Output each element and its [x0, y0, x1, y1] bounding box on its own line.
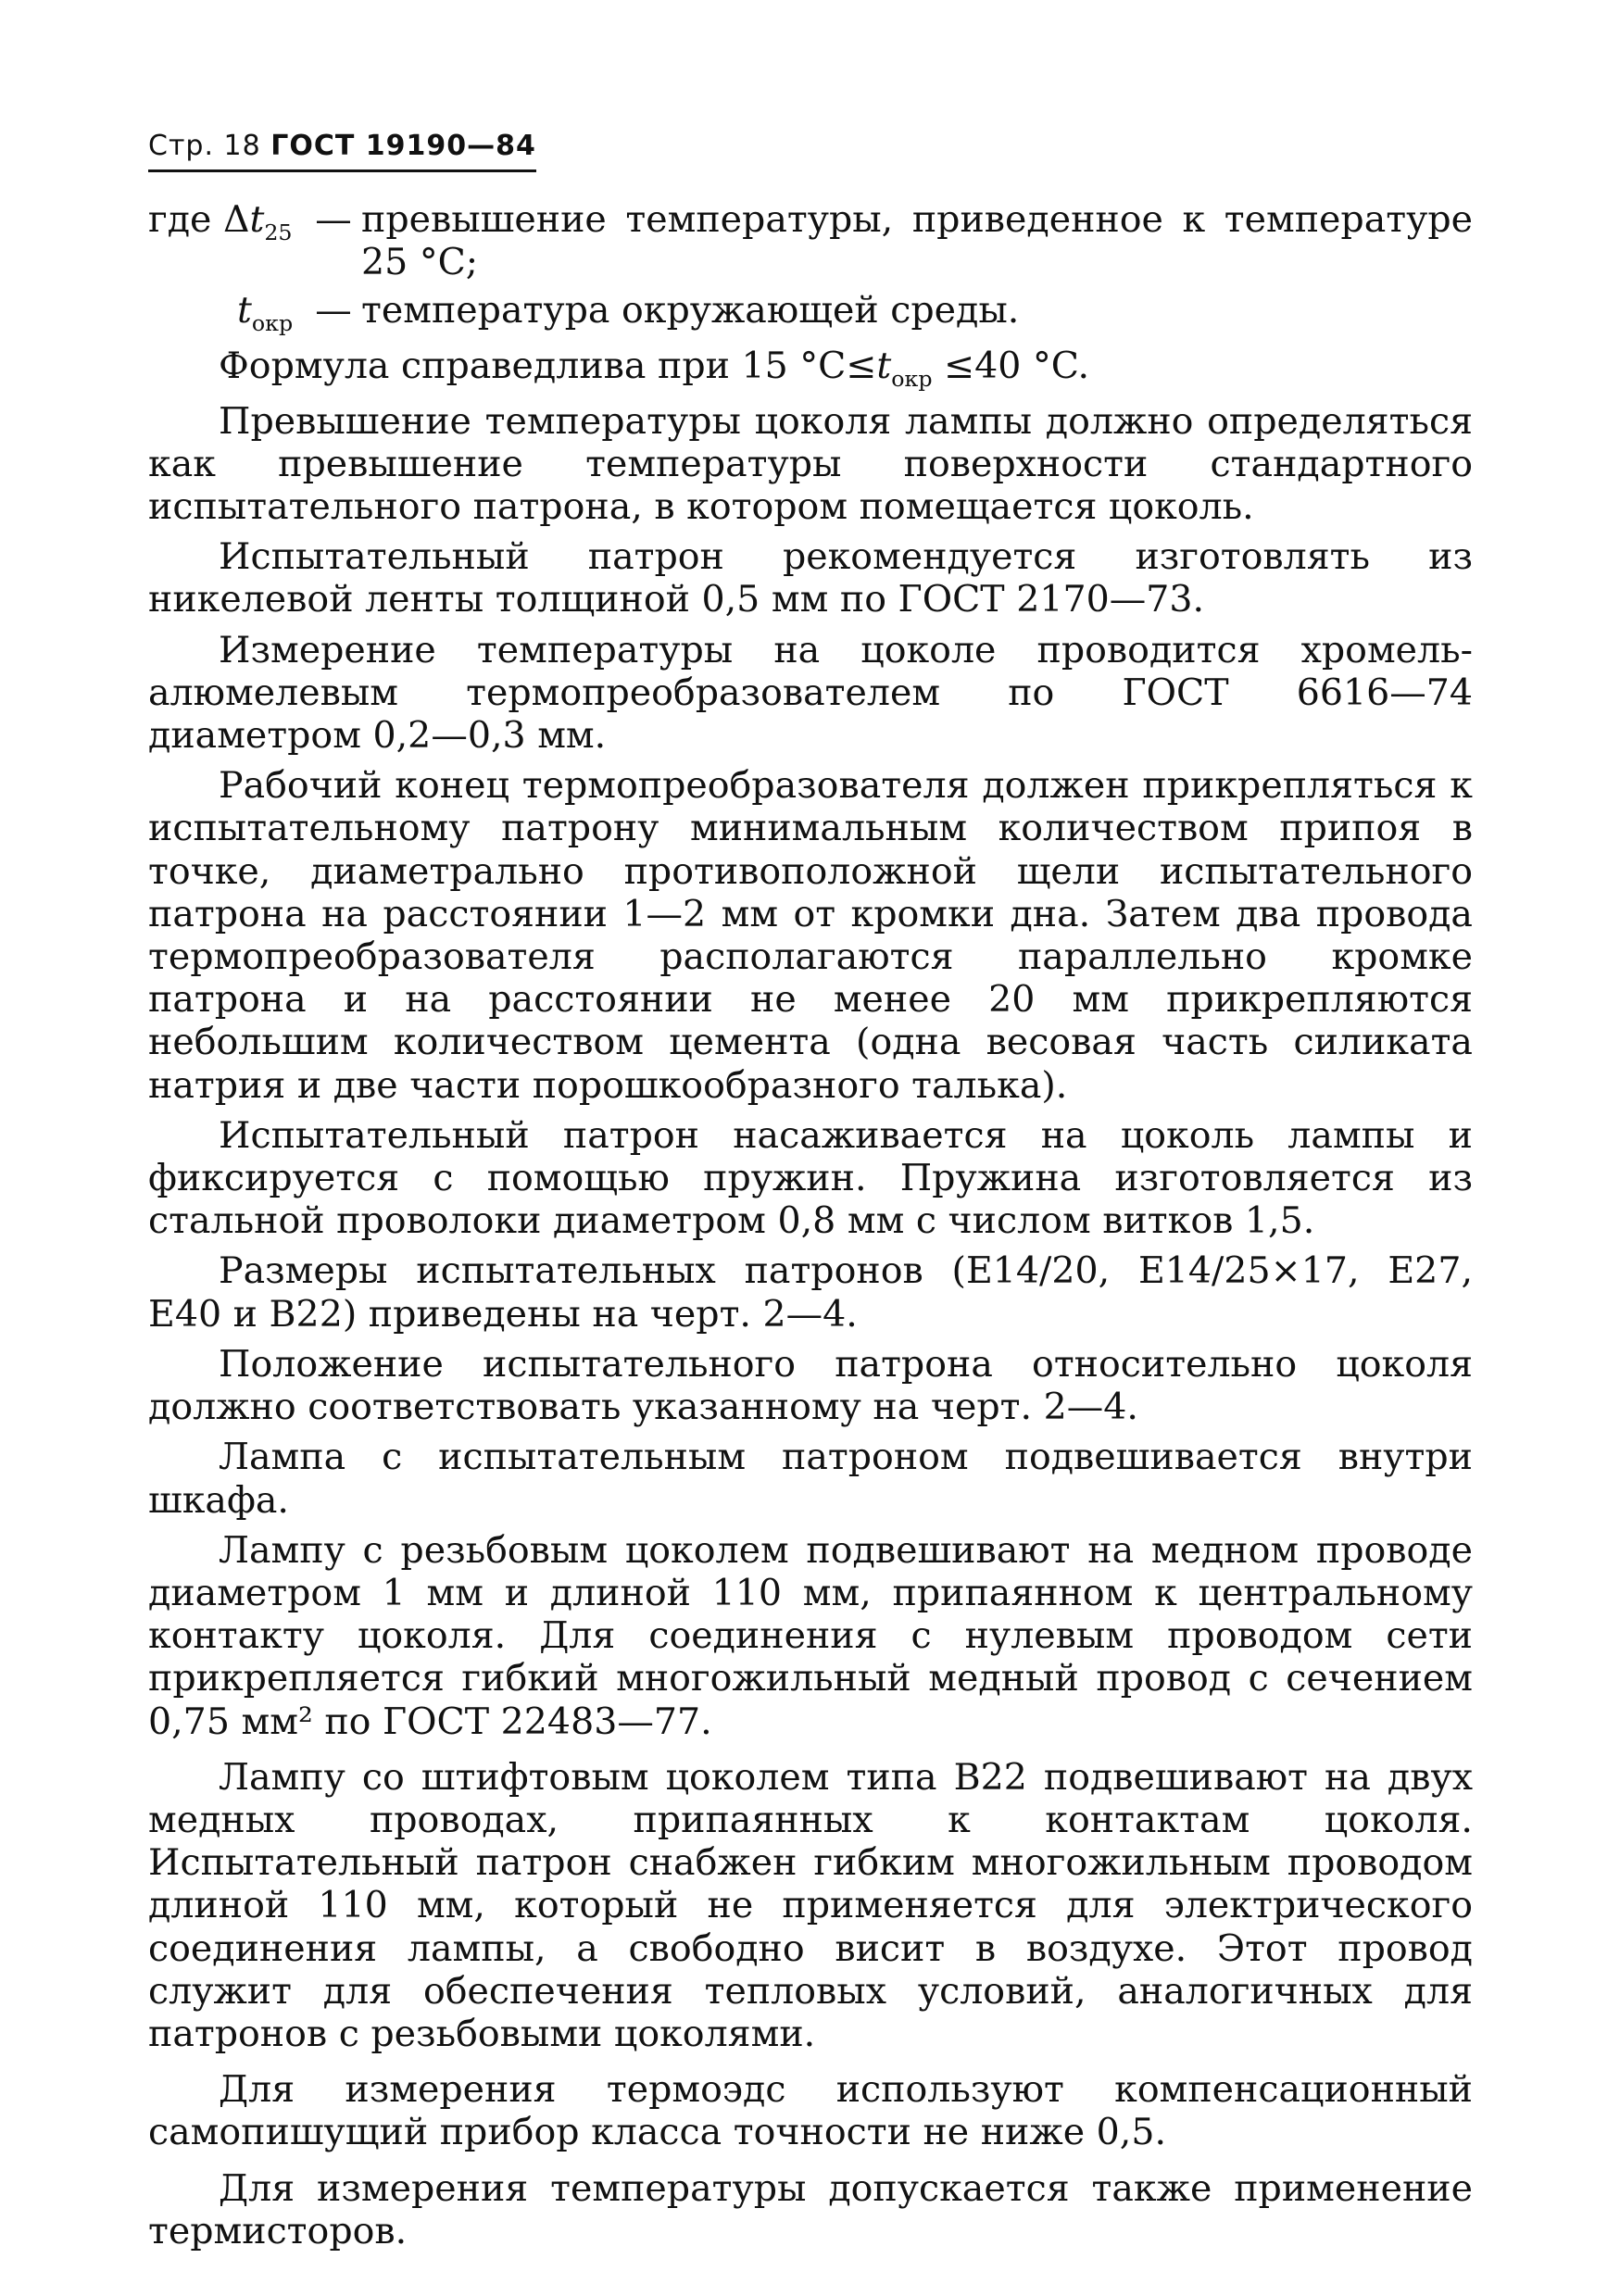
paragraph: Испытательный патрон рекомендуется изготовлять из никелевой ленты толщиной 0,5 мм по ГОСТ 2170—73.: [148, 535, 1473, 621]
paragraph: Рабочий конец термопреобразователя должен прикрепляться к испытательному патрону минимальным количеством припоя в точке, диаметрально противоположной щели испытательного патрона на расстоянии 1—2 мм от кромки дна. Затем два провода термопреобразователя располагаются параллельно кромке патрона и на расстоянии не менее 20 мм прикрепляются небольшим количеством цемента (одна весовая часть силиката натрия и две части порошкообразного талька).: [148, 764, 1473, 1107]
definition-row: [148, 198, 1473, 283]
definition-dash: —: [315, 198, 352, 241]
paragraph: Положение испытательного патрона относительно цоколя должно соответствовать указанному на черт. 2—4.: [148, 1342, 1473, 1429]
definition-row: [148, 289, 1473, 337]
paragraph: Для измерения термоэдс используют компенсационный самопишущий прибор класса точности не ниже 0,5.: [148, 2068, 1473, 2154]
standard-id: ГОСТ 19190—84: [270, 130, 536, 162]
paragraph: Размеры испытательных патронов (E14/20, E14/25×17, E27, E40 и B22) приведены на черт. 2—4.: [148, 1249, 1473, 1336]
definition-dash: —: [315, 289, 352, 332]
paragraph: Лампу с резьбовым цоколем подвешивают на медном проводе диаметром 1 мм и длиной 110 мм, припаянном к центральному контакту цоколя. Для соединения с нулевым проводом сети прикрепляется гибкий многожильный медный провод с сечением 0,75 мм² по ГОСТ 22483—77.: [148, 1528, 1473, 1743]
paragraph: Для измерения температуры допускается также применение термисторов.: [148, 2166, 1473, 2252]
paragraph: Испытательный патрон насаживается на цоколь лампы и фиксируется с помощью пружин. Пружина изготовляется из стальной проволоки диаметром 0,8 мм с числом витков 1,5.: [148, 1113, 1473, 1243]
paragraph: Превышение температуры цоколя лампы должно определяться как превышение температуры поверхности стандартного испытательного патрона, в котором помещается цоколь.: [148, 399, 1473, 529]
document-page: [148, 130, 1473, 2252]
paragraph: Измерение температуры на цоколе проводится хромель-алюмелевым термопреобразователем по ГОСТ 6616—74 диаметром 0,2—0,3 мм.: [148, 628, 1473, 758]
paragraph: Лампа с испытательным патроном подвешивается внутри шкафа.: [148, 1436, 1473, 1522]
body-text: [148, 198, 1473, 2252]
page-header: [148, 130, 536, 172]
definition-term: $t_{окр}$: [237, 289, 294, 337]
page-number: Стр. 18: [148, 130, 261, 162]
definition-desc: температура окружающей среды.: [361, 289, 1020, 332]
definition-desc: превышение температуры, приведенное к температуре 25 °C;: [361, 198, 1473, 284]
paragraph: Лампу со штифтовым цоколем типа B22 подвешивают на двух медных проводах, припаянных к контактам цоколя. Испытательный патрон снабжен гибким многожильным проводом длиной 110 мм, который не применяется для электрического соединения лампы, а свободно висит в воздухе. Этот провод служит для обеспечения тепловых условий, аналогичных для патронов с резьбовыми цоколями.: [148, 1755, 1473, 2055]
formula-condition: Формула справедлива при 15 $^\circ C\le t_{окр} \le 40$ °C.: [219, 345, 1090, 392]
definition-term: где $\Delta t_{25}$: [148, 198, 293, 245]
